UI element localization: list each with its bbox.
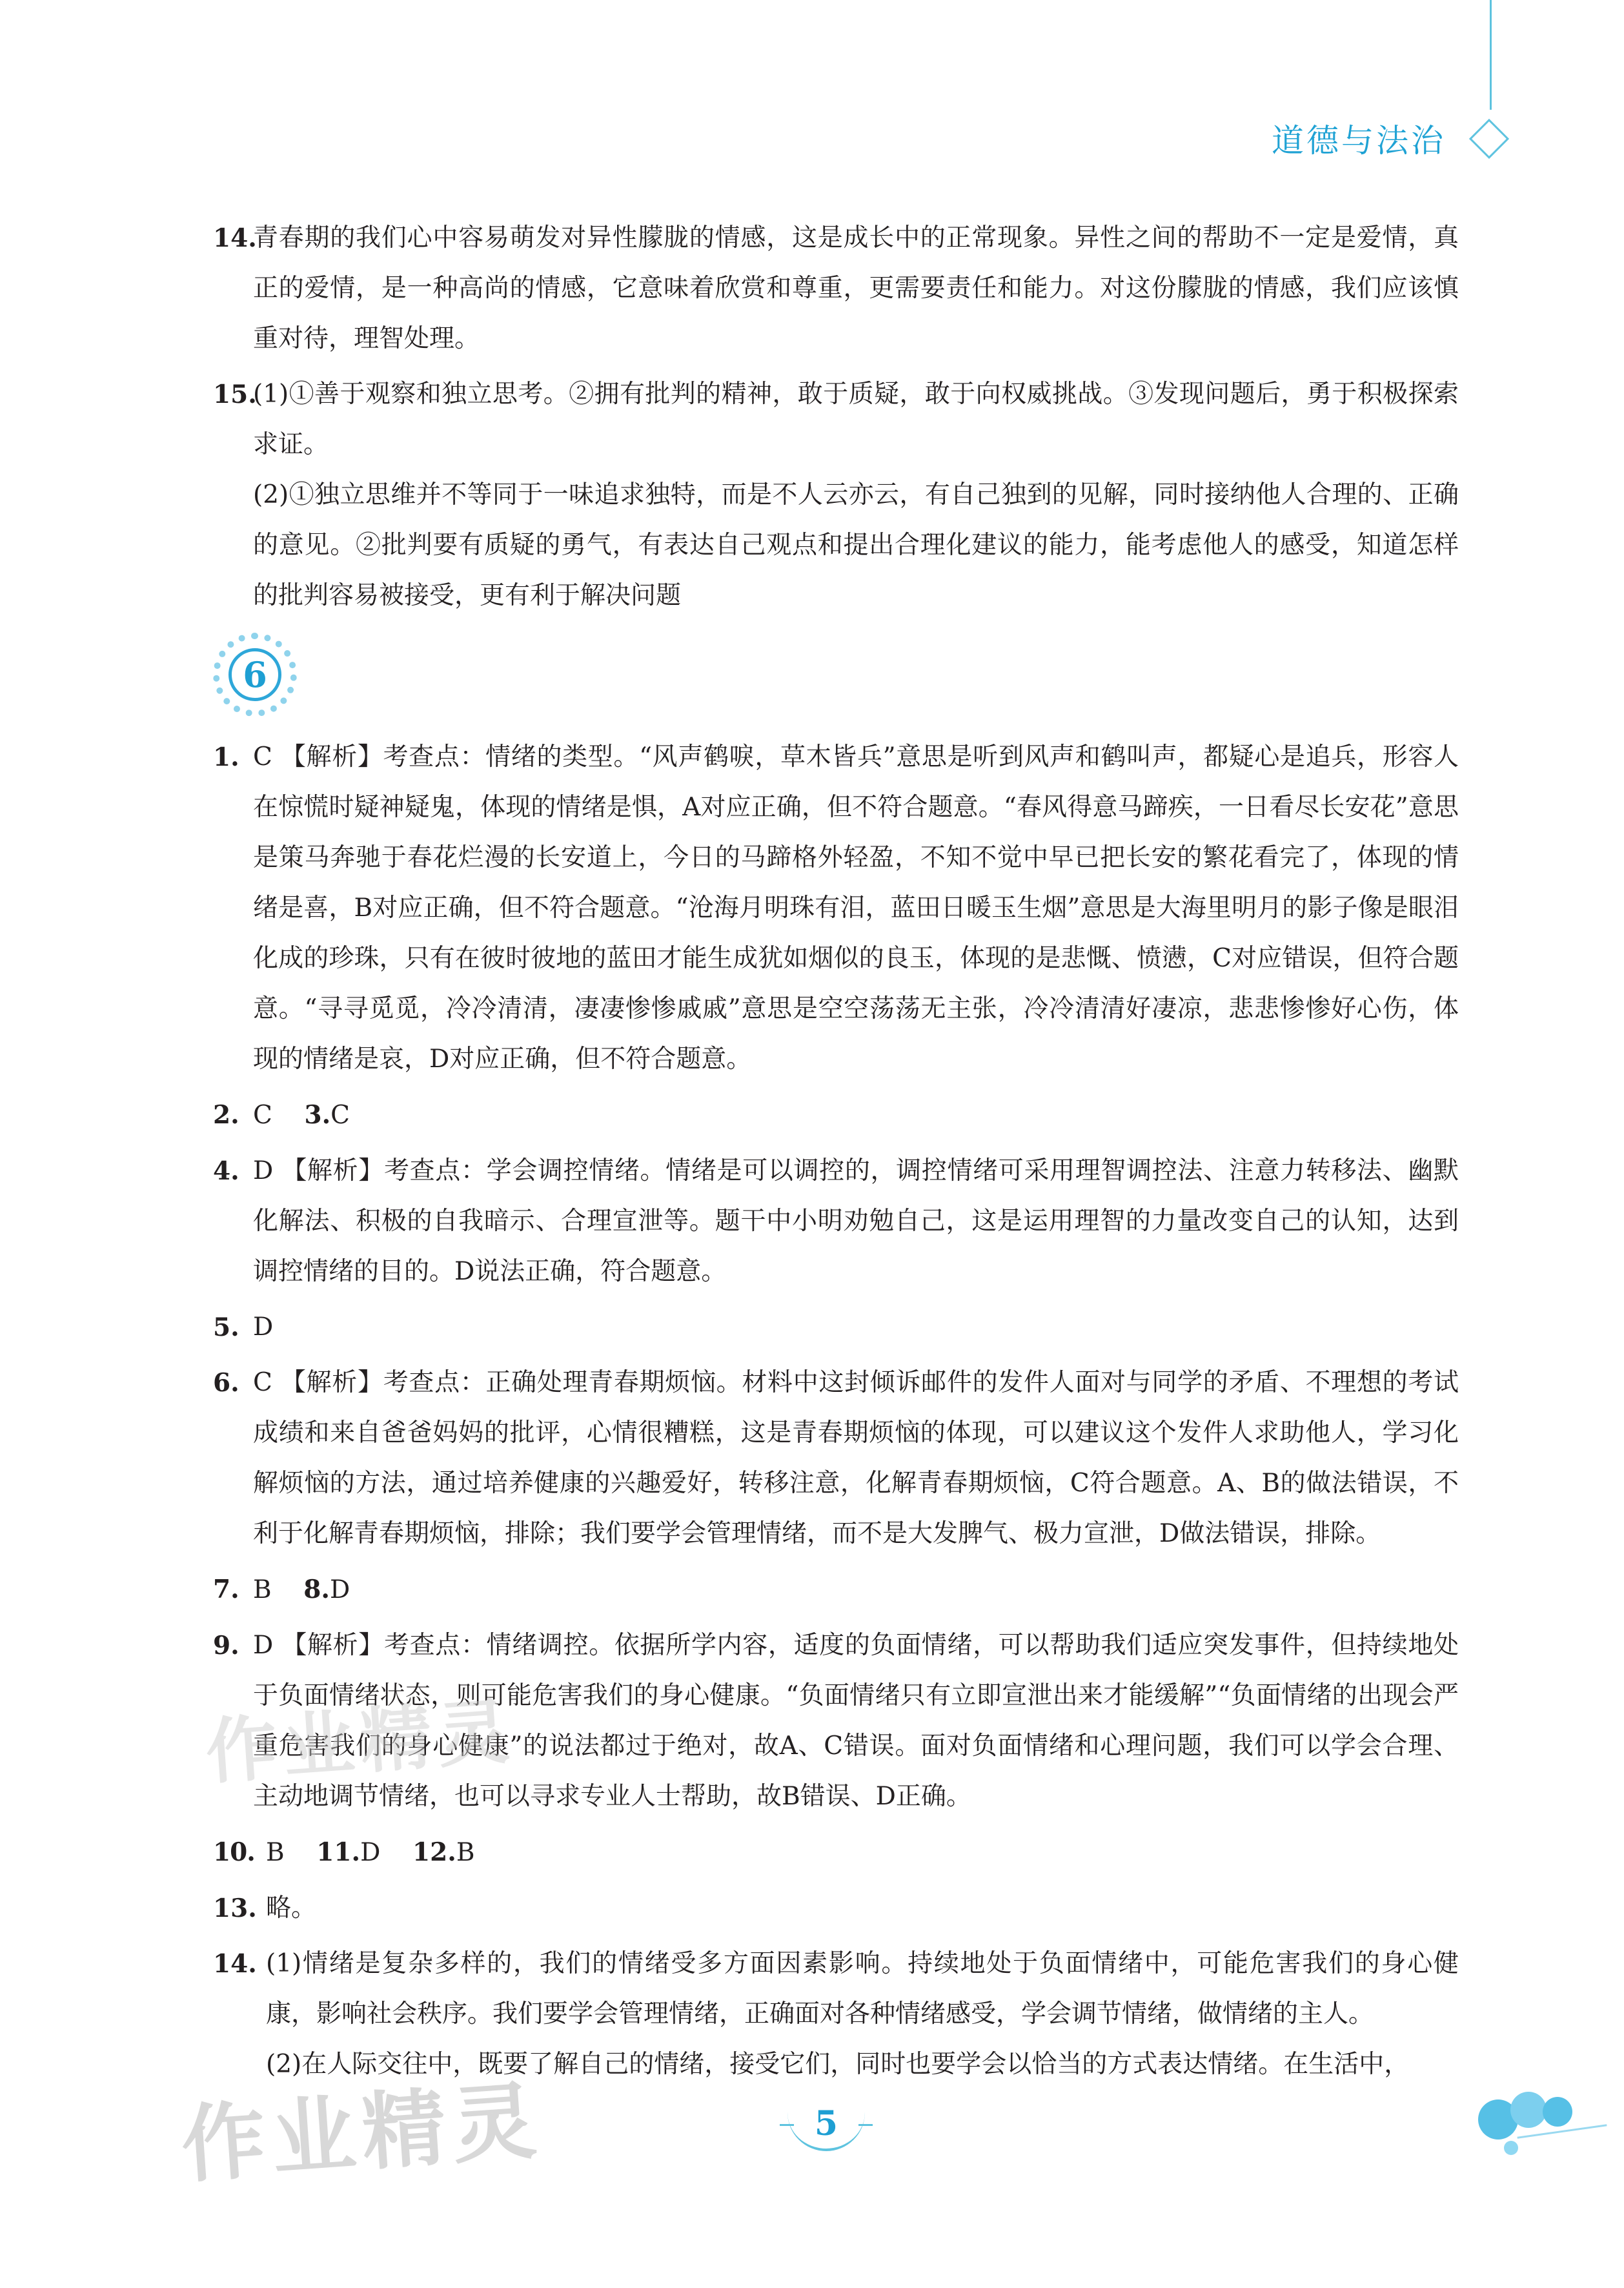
- answer-part-1: (1)①善于观察和独立思考。②拥有批判的精神，敢于质疑，敢于向权威挑战。③发现问题后，勇于积极探索求证。: [253, 380, 1459, 459]
- answer-5: [213, 1302, 1459, 1353]
- answer-text: D: [253, 1313, 274, 1342]
- answer-part-1: (1)情绪是复杂多样的，我们的情绪受多方面因素影响。持续地处于负面情绪中，可能危害我们的身心健康，影响社会秩序。我们要学会管理情绪，正确面对各种情绪感受，学会调节情绪，做情绪的主人。: [266, 1949, 1459, 2028]
- answer-text: C 【解析】考查点：情绪的类型。“风声鹤唳，草木皆兵”意思是听到风声和鹤叫声，都疑心是追兵，形容人在惊慌时疑神疑鬼，体现的情绪是惧，A对应正确，但不符合题意。“春风得意马蹄疾，一日看尽长安花”意思是策马奔驰于春花烂漫的长安道上，今日的马蹄格外轻盈，不知不觉中早已把长安的繁花看完了，体现的情绪是喜，B对应正确，但不符合题意。“沧海月明珠有泪，蓝田日暖玉生烟”意思是大海里明月的影子像是眼泪化成的珍珠，只有在彼时彼地的蓝田才能生成犹如烟似的良玉，体现的是悲慨、愤懑，C对应错误，但符合题意。“寻寻觅觅，冷冷清清，凄凄惨惨戚戚”意思是空空荡荡无主张，冷冷清清好凄凉，悲悲惨惨好心伤，体现的情绪是哀，D对应正确，但不符合题意。: [253, 742, 1459, 1074]
- page-content: [213, 213, 1459, 2095]
- header-rule: [1490, 0, 1492, 110]
- diamond-icon: [1469, 119, 1509, 159]
- question-number: 5.: [213, 1313, 239, 1342]
- section-badge: [213, 633, 297, 717]
- answer-part-2: (2)在人际交往中，既要了解自己的情绪，接受它们，同时也要学会以恰当的方式表达情绪。在生活中，: [266, 2050, 1410, 2079]
- question-number: 6.: [213, 1368, 239, 1398]
- question-number: 8.: [303, 1575, 330, 1604]
- answer-text: C 【解析】考查点：正确处理青春期烦恼。材料中这封倾诉邮件的发件人面对与同学的矛盾、不理想的考试成绩和来自爸爸妈妈的批评，心情很糟糕，这是青春期烦恼的体现，可以建议这个发件人求助他人，学习化解烦恼的方法，通过培养健康的兴趣爱好，转移注意，化解青春期烦恼，C符合题意。A、B的做法错误，不利于化解青春期烦恼，排除；我们要学会管理情绪，而不是大发脾气、极力宣泄，D做法错误，排除。: [253, 1368, 1459, 1548]
- answer-part-2: (2)①独立思维并不等同于一味追求独特，而是不人云亦云，有自己独到的见解，同时接纳他人合理的、正确的意见。②批判要有质疑的勇气，有表达自己观点和提出合理化建议的能力，能考虑他人的感受，知道怎样的批判容易被接受，更有利于解决问题: [253, 480, 1459, 610]
- question-number: 9.: [213, 1631, 239, 1660]
- question-number: 13.: [213, 1894, 257, 1923]
- question-number: 15.: [213, 380, 257, 409]
- answer-text: 略。: [266, 1894, 317, 1923]
- question-14-top: [213, 213, 1459, 364]
- page-number: 5: [814, 2104, 838, 2143]
- section-number: 6: [228, 648, 281, 701]
- question-number: 11.: [316, 1837, 361, 1867]
- section-badge-row: [213, 626, 1459, 723]
- question-number: 14.: [213, 223, 257, 253]
- answer-7-8: [213, 1564, 1459, 1615]
- decorative-dots-icon: [1478, 2085, 1607, 2169]
- question-number: 1.: [213, 742, 239, 772]
- answer-13: [213, 1883, 1459, 1934]
- answer-10-12: [213, 1827, 1459, 1878]
- answer-text: B: [266, 1838, 285, 1867]
- question-number: 10.: [213, 1837, 255, 1867]
- answer-text: D 【解析】考查点：学会调控情绪。情绪是可以调控的，调控情绪可采用理智调控法、注意力转移法、幽默化解法、积极的自我暗示、合理宣泄等。题干中小明劝勉自己，这是运用理智的力量改变自己的认知，达到调控情绪的目的。D说法正确，符合题意。: [253, 1156, 1459, 1286]
- answer-text: 青春期的我们心中容易萌发对异性朦胧的情感，这是成长中的正常现象。异性之间的帮助不一定是爱情，真正的爱情，是一种高尚的情感，它意味着欣赏和尊重，更需要责任和能力。对这份朦胧的情感，我们应该慎重对待，理智处理。: [253, 223, 1459, 353]
- page-number-dash-right: [858, 2124, 873, 2126]
- page-number-arc: [787, 2103, 865, 2151]
- answer-text: C: [330, 1101, 350, 1130]
- answer-text: B: [456, 1838, 475, 1867]
- answer-1: [213, 732, 1459, 1085]
- question-number: 7.: [213, 1575, 239, 1604]
- answer-text: D: [360, 1838, 381, 1867]
- answer-text: B: [253, 1575, 272, 1604]
- answer-4: [213, 1146, 1459, 1297]
- answer-text: D: [329, 1575, 350, 1604]
- question-number: 2.: [213, 1100, 239, 1130]
- question-number: 14.: [213, 1949, 257, 1979]
- question-number: 12.: [412, 1837, 456, 1867]
- watermark: 作业精灵: [203, 1690, 518, 1794]
- answer-text: C: [253, 1101, 272, 1130]
- page-number-block: [775, 2092, 878, 2156]
- question-number: 4.: [213, 1156, 239, 1186]
- question-15: [213, 369, 1459, 621]
- answer-text: D 【解析】考查点：情绪调控。依据所学内容，适度的负面情绪，可以帮助我们适应突发事件，但持续地处于负面情绪状态，则可能危害我们的身心健康。“负面情绪只有立即宣泄出来才能缓解”“负面情绪的出现会严重危害我们的身心健康”的说法都过于绝对，故A、C错误。面对负面情绪和心理问题，我们可以学会合理、主动地调节情绪，也可以寻求专业人士帮助，故B错误、D正确。: [253, 1631, 1459, 1811]
- question-number: 3.: [304, 1100, 331, 1130]
- answer-6: [213, 1358, 1459, 1559]
- page-number-dash-left: [780, 2124, 794, 2126]
- subject-title: 道德与法治: [1272, 122, 1446, 159]
- watermark-logo: 作业精灵: [178, 2071, 546, 2195]
- answer-2-3: [213, 1090, 1459, 1141]
